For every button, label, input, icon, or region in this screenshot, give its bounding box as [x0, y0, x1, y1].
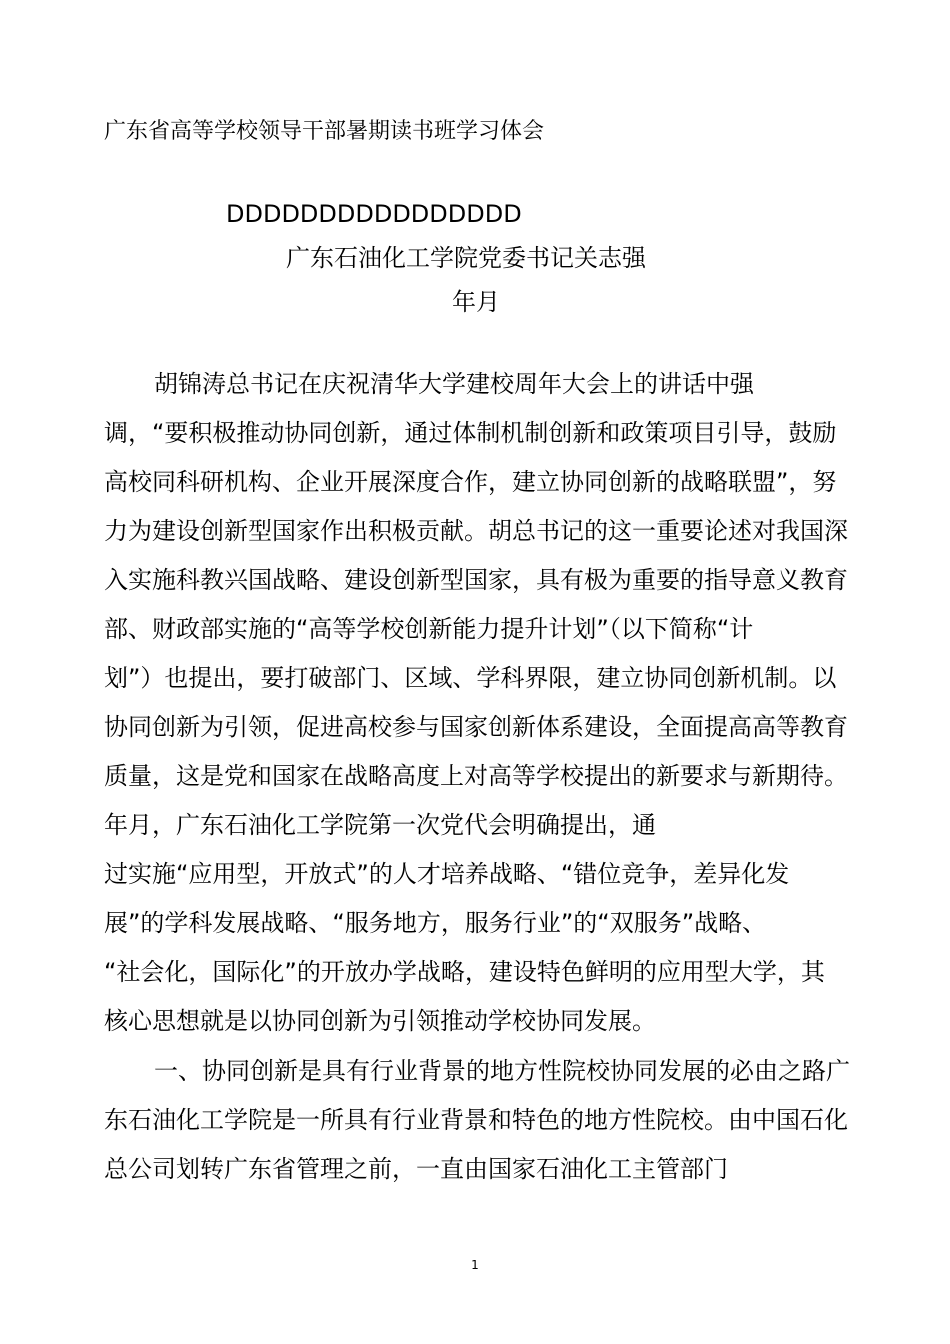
body-line: 力为建设创新型国家作出积极贡献。胡总书记的这一重要论述对我国深 [104, 517, 848, 545]
body-line: 过实施“应用型，开放式”的人才培养战略、“错位竞争，差异化发 [104, 860, 790, 888]
body-line: 协同创新为引领，促进高校参与国家创新体系建设，全面提高高等教育 [104, 713, 848, 741]
body-line: 质量，这是党和国家在战略高度上对高等学校提出的新要求与新期待。 [104, 762, 848, 790]
section-heading-line: 一、协同创新是具有行业背景的地方性院校协同发展的必由之路广 [154, 1057, 850, 1085]
body-line: 年月，广东石油化工学院第一次党代会明确提出，通 [104, 811, 656, 839]
body-line: 入实施科教兴国战略、建设创新型国家，具有极为重要的指导意义教育 [104, 566, 848, 594]
placeholder-text: DDDDDDDDDDDDDDDD [226, 200, 522, 228]
body-line: 展”的学科发展战略、“服务地方，服务行业”的“双服务”战略、 [104, 909, 767, 937]
date-line: 年月 [452, 288, 500, 316]
body-line: 调，“要积极推动协同创新，通过体制机制创新和政策项目引导，鼓励 [104, 419, 837, 447]
body-line: 划”）也提出，要打破部门、区域、学科界限，建立协同创新机制。以 [104, 664, 837, 692]
body-line: 东石油化工学院是一所具有行业背景和特色的地方性院校。由中国石化 [104, 1106, 848, 1134]
body-line: 胡锦涛总书记在庆祝清华大学建校周年大会上的讲话中强 [154, 370, 754, 398]
body-line: “社会化，国际化”的开放办学战略，建设特色鲜明的应用型大学，其 [104, 958, 825, 986]
body-line: 高校同科研机构、企业开展深度合作，建立协同创新的战略联盟”，努 [104, 468, 837, 496]
page-number: 1 [471, 1258, 479, 1272]
author-line: 广东石油化工学院党委书记关志强 [286, 244, 646, 272]
body-line: 总公司划转广东省管理之前，一直由国家石油化工主管部门 [104, 1155, 728, 1183]
body-line: 核心思想就是以协同创新为引领推动学校协同发展。 [104, 1007, 656, 1035]
document-title: 广东省高等学校领导干部暑期读书班学习体会 [104, 119, 545, 144]
body-line: 部、财政部实施的“高等学校创新能力提升计划”（以下简称“计 [104, 615, 754, 643]
